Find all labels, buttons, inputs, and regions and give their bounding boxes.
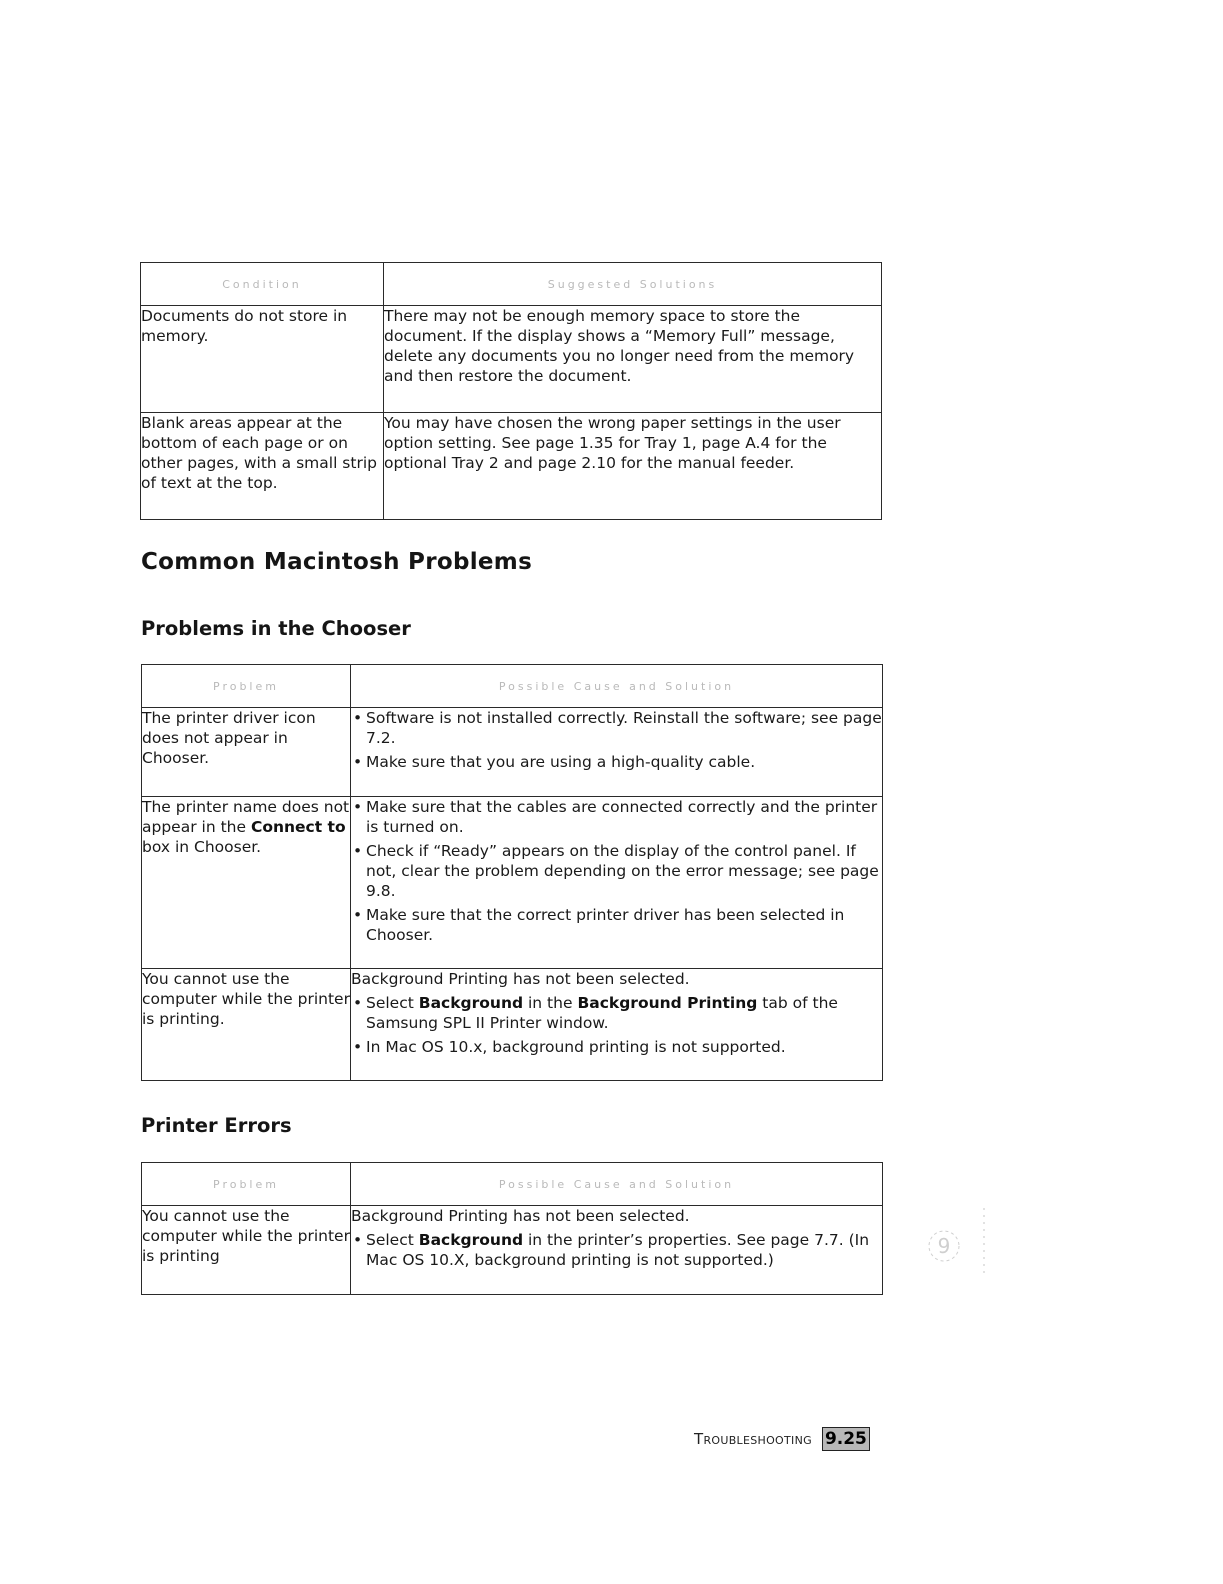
solution-cell: There may not be enough memory space to store the document. If the display shows a “Memory Full” message, delete any documents you no longer need from the memory and then restore the document. [384, 306, 882, 413]
solution-cell [351, 969, 883, 1081]
condition-cell: The printer name does not appear in the Connect to box in Chooser. [142, 797, 351, 969]
header-condition: Problem [142, 1163, 351, 1206]
svg-text:9: 9 [937, 1234, 951, 1258]
table-header-row [141, 263, 882, 306]
list-item: • Select Background in the printer’s properties. See page 7.7. (In Mac OS 10.X, background printing is not supported.) [353, 1231, 870, 1269]
list-item: • Make sure that the cables are connected correctly and the printer is turned on. [353, 798, 878, 836]
table-row [142, 797, 883, 969]
table-row [142, 969, 883, 1081]
header-solution: Possible Cause and Solution [351, 1163, 883, 1206]
table-row [141, 413, 882, 520]
chapter-tab-marker [916, 1208, 988, 1282]
table-header-row [142, 1163, 883, 1206]
header-solution: Suggested Solutions [384, 263, 882, 306]
header-solution: Possible Cause and Solution [351, 665, 883, 708]
condition-cell: Blank areas appear at the bottom of each page or on other pages, with a small strip of text at the top. [141, 413, 384, 520]
table-row [142, 708, 883, 797]
header-condition: Problem [142, 665, 351, 708]
section-title: Common Macintosh Problems [141, 549, 533, 575]
page-number: 9.25 [822, 1427, 870, 1451]
list-item: • Software is not installed correctly. Reinstall the software; see page 7.2. [353, 709, 882, 747]
list-item: • Make sure that you are using a high-quality cable. [353, 753, 756, 771]
table-row [141, 306, 882, 413]
fax-problems-table [140, 262, 882, 520]
table-header-row [142, 665, 883, 708]
solution-lead: Background Printing has not been selected. [351, 970, 690, 988]
printer-errors-subtitle: Printer Errors [141, 1114, 292, 1137]
condition-cell: You cannot use the computer while the printer is printing [142, 1206, 351, 1295]
page-footer [694, 1426, 870, 1452]
list-item: • In Mac OS 10.x, background printing is not supported. [353, 1038, 786, 1056]
table-row [142, 1206, 883, 1295]
solution-lead: Background Printing has not been selected. [351, 1207, 690, 1225]
chooser-problems-table [141, 664, 883, 1081]
printer-errors-table [141, 1162, 883, 1295]
footer-label: Troubleshooting [694, 1430, 812, 1448]
solution-cell [351, 1206, 883, 1295]
list-item: • Select Background in the Background Printing tab of the Samsung SPL II Printer window. [353, 994, 838, 1032]
list-item: • Make sure that the correct printer driver has been selected in Chooser. [353, 906, 845, 944]
chooser-subtitle: Problems in the Chooser [141, 617, 411, 640]
condition-cell: The printer driver icon does not appear in Chooser. [142, 708, 351, 797]
solution-cell [351, 797, 883, 969]
list-item: • Check if “Ready” appears on the display of the control panel. If not, clear the problem depending on the error message; see page 9.8. [353, 842, 879, 900]
solution-cell: You may have chosen the wrong paper settings in the user option setting. See page 1.35 for Tray 1, page A.4 for the optional Tray 2 and page 2.10 for the manual feeder. [384, 413, 882, 520]
solution-cell [351, 708, 883, 797]
header-condition: Condition [141, 263, 384, 306]
condition-cell: Documents do not store in memory. [141, 306, 384, 413]
condition-cell: You cannot use the computer while the printer is printing. [142, 969, 351, 1081]
